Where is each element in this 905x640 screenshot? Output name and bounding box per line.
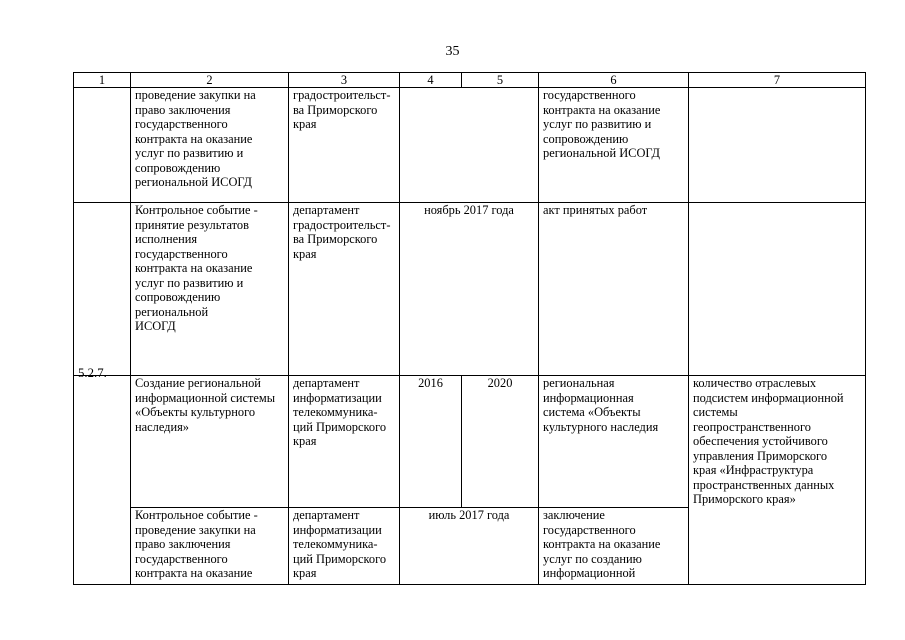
start-year-cell [400,376,462,508]
column-header-3: 3 [289,73,400,88]
result-cell [539,376,689,508]
result-cell [539,508,689,585]
start-year: 2016 [418,376,443,390]
table-row [74,88,866,203]
executor-cell [289,376,400,508]
event-text: Контрольное событие - проведение закупки на право заключения государственного контракта на оказание [135,508,258,580]
event-cell [131,508,289,585]
event-text: Контрольное событие - принятие результатов исполнения государственного контракта на оказание услуг по развитию и сопровождению региональной ИСОГД [135,203,258,333]
end-year-cell [462,376,539,508]
executor-cell [289,88,400,203]
table-row [74,203,866,376]
indicator-cell [689,203,866,376]
column-header-6: 6 [539,73,689,88]
executor-text: департамент градостроительст- ва Приморского края [293,203,391,261]
executor-text: департамент информатизации телекоммуника- ций Приморского края [293,508,387,580]
indicator-cell [689,88,866,203]
executor-cell [289,203,400,376]
result-cell [539,203,689,376]
end-year: 2020 [487,376,513,390]
executor-text: департамент информатизации телекоммуника- ций Приморского края [293,376,387,448]
result-text: заключение государственного контракта на оказание услуг по созданию информационной [543,508,661,580]
column-header-7: 7 [689,73,866,88]
date-text: июль 2017 года [428,508,510,522]
column-header-5: 5 [462,73,539,88]
header-row [74,73,866,88]
table-row [74,376,866,508]
event-cell [131,88,289,203]
date-text: ноябрь 2017 года [424,203,514,217]
program-table [73,72,866,585]
result-text: региональная информационная система «Объекты культурного наследия [543,376,659,434]
executor-cell [289,508,400,585]
indicator-cell [689,376,866,585]
column-header-2: 2 [131,73,289,88]
row-number-cell [74,366,131,585]
row-number: 5.2.7. [78,366,107,380]
row-number-cell [74,203,131,376]
executor-text: градостроительст- ва Приморского края [293,88,391,131]
column-header-1: 1 [74,73,131,88]
result-text: государственного контракта на оказание услуг по развитию и сопровождению региональной ИСОГД [543,88,661,160]
event-text: проведение закупки на право заключения государственного контракта на оказание услуг по развитию и сопровождению региональной ИСОГД [135,88,256,189]
column-header-4: 4 [400,73,462,88]
event-cell [131,203,289,376]
date-cell [400,203,539,376]
event-cell [131,376,289,508]
date-cell [400,508,539,585]
result-cell [539,88,689,203]
page-number: 35 [445,44,460,59]
date-cell [400,88,539,203]
indicator-text: количество отраслевых подсистем информационной системы геопространственного обеспечения устойчивого управления Приморского края «Инфраструктура пространственных данных Приморского края» [693,376,844,506]
event-text: Создание региональной информационной системы «Объекты культурного наследия» [135,376,276,434]
result-text: акт принятых работ [543,203,648,217]
row-number-cell [74,88,131,203]
